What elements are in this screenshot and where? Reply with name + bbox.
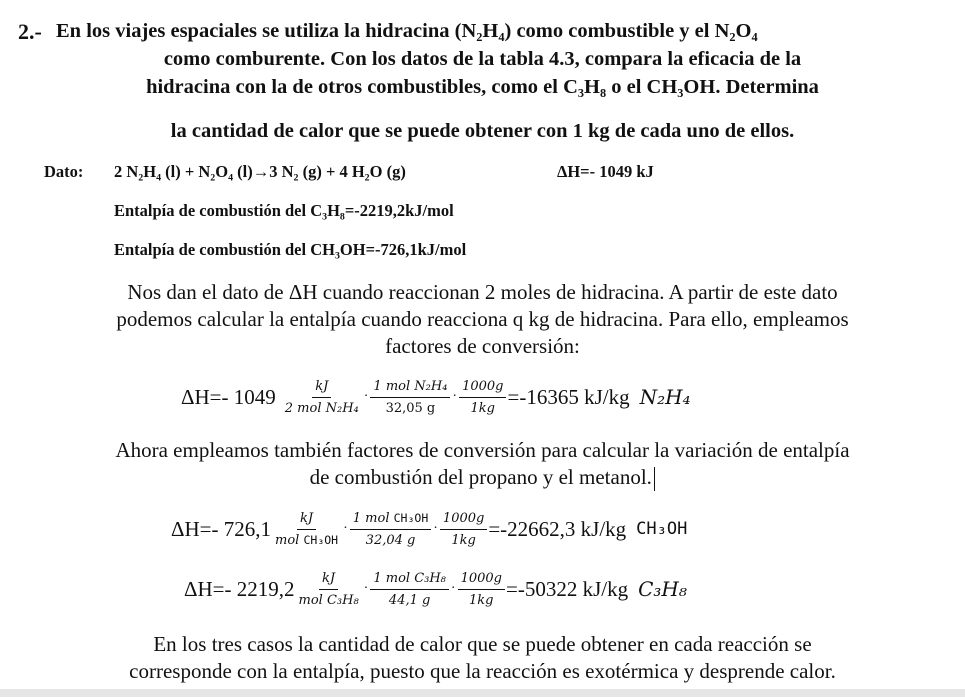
equation-hydrazine: ΔH=- 1049 $\frac{kJ}{\text{2 mol N₂H₄}}$ · $\frac{\text{1 mol N₂H₄}}{32,05 g}$ · $\frac{1000g}{1kg}$ =-16365 kJ/kg N₂H₄ xyxy=(181,378,691,416)
para3-line-1: En los tres casos la cantidad de calor que se puede obtener en cada reacción se xyxy=(153,632,812,656)
para1-line-3: factores de conversión: xyxy=(385,334,580,358)
eq2-lhs: ΔH=- 726,1 xyxy=(171,516,272,541)
eq1-fraction-1: $\frac{kJ}{\text{2 mol N₂H₄}}$ xyxy=(284,378,359,416)
eq3-lhs: ΔH=- 2219,2 xyxy=(184,576,295,601)
eq2-result: =-22662,3 kJ/kg xyxy=(488,516,627,541)
eq2-species: CH₃OH xyxy=(636,519,688,539)
dato-label: Dato: xyxy=(44,162,84,181)
eq3-species: C₃H₈ xyxy=(638,577,687,601)
problem-line-2: como comburente. Con los datos de la tabla 4.3, compara la eficacia de la xyxy=(163,48,802,70)
eq3-fraction-1: $\frac{kJ}{\text{mol C₃H₈}}$ xyxy=(298,570,359,608)
equation-methanol: ΔH=- 726,1 $\frac{kJ}{\text{mol CH₃OH}}$ · $\frac{\text{1 mol CH₃OH}}{32,04 g}$ · $\frac{1000g}{1kg}$ =-22662,3 kJ/kg CH₃OH xyxy=(171,510,688,548)
eq3-fraction-3: $\frac{1000g}{1kg}$ xyxy=(458,571,505,608)
eq1-lhs: ΔH=- 1049 xyxy=(181,384,276,409)
eq3-result: =-50322 kJ/kg xyxy=(505,576,629,601)
problem-line-1: En los viajes espaciales se utiliza la hidracina (N₂H₄) como combustible y el N₂O₄ xyxy=(56,20,758,42)
para3-line-2: corresponde con la entalpía, puesto que la reacción es exotérmica y desprende calor. xyxy=(129,659,836,683)
dato-methanol-enthalpy: Entalpía de combustión del CH₃OH=-726,1kJ/mol xyxy=(114,240,467,259)
eq2-fraction-1: $\frac{kJ}{\text{mol CH₃OH}}$ xyxy=(275,510,339,548)
eq1-fraction-3: $\frac{1000g}{1kg}$ xyxy=(459,379,506,416)
eq2-fraction-2: $\frac{\text{1 mol CH₃OH}}{32,04 g}$ xyxy=(350,511,431,548)
dato-delta-h: ΔH=- 1049 kJ xyxy=(557,162,654,181)
dato-propane-enthalpy: Entalpía de combustión del C₃H₈=-2219,2kJ/mol xyxy=(114,201,454,220)
eq3-fraction-2: $\frac{\text{1 mol C₃H₈}}{44,1 g}$ xyxy=(370,571,449,608)
dato-reaction: 2 N₂H₄ (l) + N₂O₄ (l)→3 N₂ (g) + 4 H₂O (g) xyxy=(114,162,406,181)
eq2-fraction-3: $\frac{1000g}{1kg}$ xyxy=(440,511,487,548)
eq1-species: N₂H₄ xyxy=(639,385,691,409)
bottom-scroll-strip xyxy=(0,689,965,697)
equation-propane: ΔH=- 2219,2 $\frac{kJ}{\text{mol C₃H₈}}$ · $\frac{\text{1 mol C₃H₈}}{44,1 g}$ · $\frac{1000g}{1kg}$ =-50322 kJ/kg C₃H₈ xyxy=(184,570,687,608)
problem-line-4: la cantidad de calor que se puede obtener con 1 kg de cada uno de ellos. xyxy=(170,120,795,142)
para2-line-2: de combustión del propano y el metanol. xyxy=(20,464,945,491)
problem-line-3: hidracina con la de otros combustibles, como el C₃H₈ o el CH₃OH. Determina xyxy=(146,76,819,98)
text-cursor xyxy=(654,467,656,491)
problem-number: 2.- xyxy=(18,19,42,44)
eq1-fraction-2: $\frac{\text{1 mol N₂H₄}}{32,05 g}$ xyxy=(370,379,450,416)
para1-line-2: podemos calcular la entalpía cuando reacciona q kg de hidracina. Para ello, empleamos xyxy=(116,307,849,331)
para1-line-1: Nos dan el dato de ΔH cuando reaccionan 2 moles de hidracina. A partir de este dato xyxy=(127,280,838,304)
eq1-result: =-16365 kJ/kg xyxy=(507,384,630,409)
para2-line-1: Ahora empleamos también factores de conversión para calcular la variación de entalpía xyxy=(115,438,850,462)
